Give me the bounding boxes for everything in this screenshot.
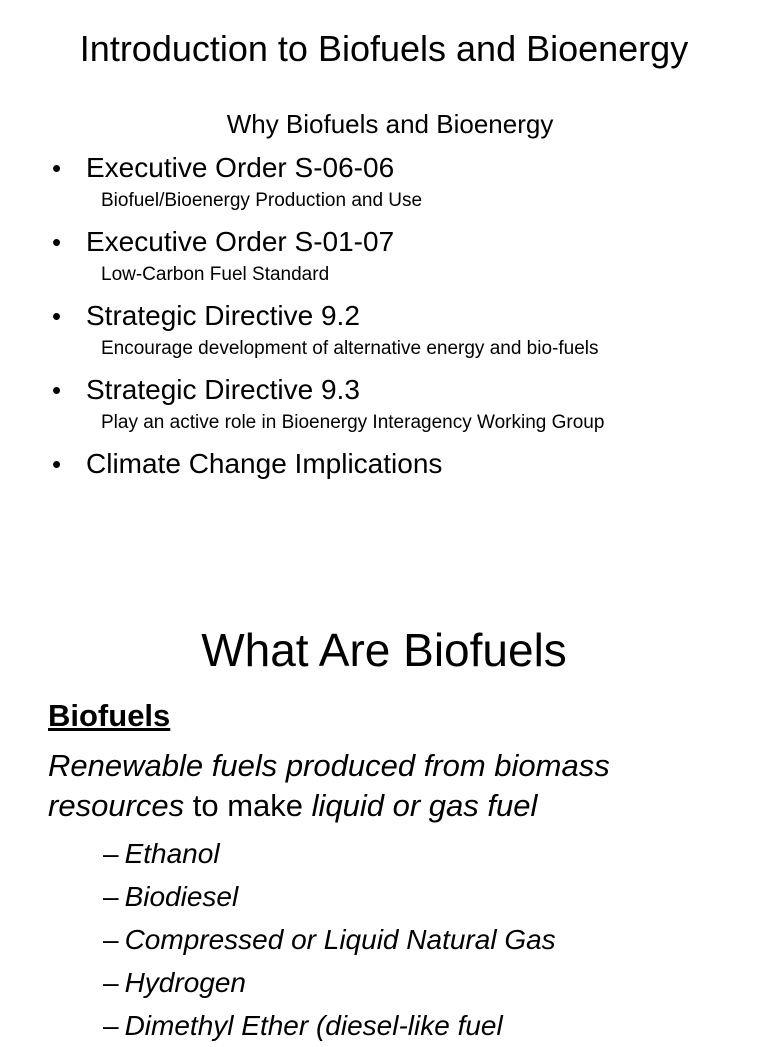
bullet-item — [0, 150, 768, 224]
bullet-item — [0, 372, 768, 446]
list-item-text: Compressed or Liquid Natural Gas — [124, 924, 556, 955]
fuel-list — [103, 832, 556, 1047]
list-item-text: Hydrogen — [124, 967, 246, 998]
dash-icon: – — [103, 881, 119, 912]
list-item-text: Dimethyl Ether (diesel-like fuel — [124, 1010, 503, 1041]
definition-plain: to make — [184, 788, 312, 823]
dash-icon: – — [103, 1010, 119, 1041]
list-item — [103, 961, 556, 1004]
slide-subtitle: Why Biofuels and Bioenergy — [226, 109, 554, 139]
bullet-item — [0, 446, 768, 520]
dash-icon: – — [103, 967, 119, 998]
section-heading: Biofuels — [48, 698, 171, 733]
list-item — [103, 875, 556, 918]
bullet-text: Executive Order S-01-07 — [86, 226, 395, 257]
definition-italic: liquid or gas fuel — [311, 788, 538, 823]
bullet-dot-icon: • — [52, 153, 62, 183]
bullet-subtext: Encourage development of alternative energy and bio-fuels — [101, 338, 599, 359]
slide-title: What Are Biofuels — [201, 624, 567, 676]
bullet-dot-icon: • — [52, 375, 62, 405]
slide-title: Introduction to Biofuels and Bioenergy — [79, 28, 689, 69]
bullet-text: Executive Order S-06-06 — [86, 152, 395, 183]
bullet-text: Strategic Directive 9.2 — [86, 300, 360, 331]
list-item-text: Ethanol — [124, 838, 220, 869]
list-item — [103, 1004, 556, 1047]
bullet-dot-icon: • — [52, 449, 62, 479]
list-item — [103, 832, 556, 875]
bullet-item — [0, 224, 768, 298]
definition-text — [48, 746, 748, 826]
bullet-text: Strategic Directive 9.3 — [86, 374, 360, 405]
bullet-dot-icon: • — [52, 227, 62, 257]
dash-icon: – — [103, 924, 119, 955]
dash-icon: – — [103, 838, 119, 869]
definition-italic: Renewable fuels produced from biomass resources — [48, 748, 610, 823]
bullet-subtext: Low-Carbon Fuel Standard — [101, 264, 330, 285]
bullet-text: Climate Change Implications — [86, 448, 443, 479]
bullet-dot-icon: • — [52, 301, 62, 331]
bullet-list — [0, 150, 768, 520]
bullet-subtext: Biofuel/Bioenergy Production and Use — [101, 190, 423, 211]
bullet-item — [0, 298, 768, 372]
slide-what-are-biofuels — [0, 600, 768, 1041]
bullet-subtext: Play an active role in Bioenergy Interagency Working Group — [101, 412, 605, 433]
list-item — [103, 918, 556, 961]
list-item-text: Biodiesel — [124, 881, 239, 912]
